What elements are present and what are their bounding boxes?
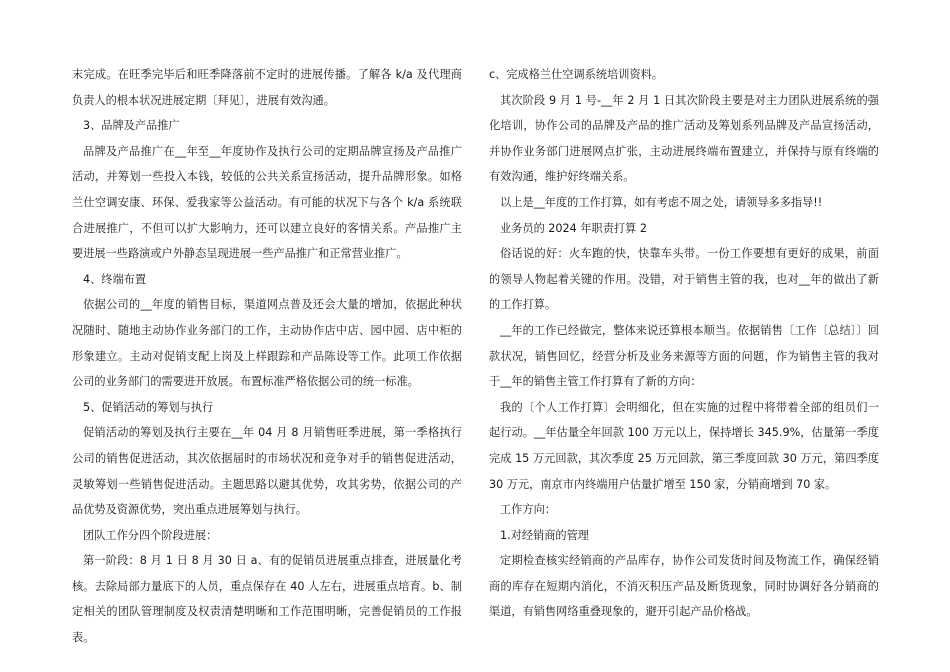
paragraph: __年的工作已经做完，整体来说还算根本顺当。依据销售〔工作〔总结〕〕回款状况，销售回忆，经营分析及业务来源等方面的问题，作为销售主管的我对于__年的销售主管工作打算有了新的方向： bbox=[489, 323, 879, 389]
section-heading: 3、品牌及产品推广 bbox=[83, 119, 180, 133]
paragraph: 依据公司的__年度的销售目标，渠道网点普及还会大量的增加，依据此种状况随时、随地主动协作业务部门的工作，主动协作店中店、园中园、店中柜的形象建立。主动对促销支配上岗及上样跟踪和产品陈设等工作。此项工作依据公司的业务部门的需要进开放展。布置标准严格依据公司的统一标准。 bbox=[72, 298, 462, 389]
paragraph: 以上是__年度的工作打算，如有考虑不周之处，请领导多多指导!! bbox=[500, 195, 823, 209]
section-heading: 4、终端布置 bbox=[83, 272, 147, 286]
section-heading: 工作方向： bbox=[500, 503, 556, 517]
section-title: 业务员的 2024 年职责打算 2 bbox=[500, 221, 647, 235]
paragraph: 品牌及产品推广在__年至__年度协作及执行公司的定期品牌宣扬及产品推广活动，并筹划一些投入本钱，较低的公共关系宣扬活动，提升品牌形象。如格兰仕空调安康、环保、爱我家等公益活动。有可能的状况下与各个 k/a 系统联合进展推广，不但可以扩大影响力，还可以建立良好的客情关系。产品推广主要进展一些路演或户外静态呈现进展一些产品推广和正常营业推广。 bbox=[72, 144, 462, 261]
paragraph: 其次阶段 9 月 1 号-__年 2 月 1 日其次阶段主要是对主力团队进展系统的强化培训，协作公司的品牌及产品的推广活动及筹划系列品牌及产品宣扬活动，并协作业务部门进展网点扩张，主动进展终端布置建立，并保持与原有终端的有效沟通，维护好终端关系。 bbox=[489, 93, 879, 184]
paragraph: 定期检查核实经销商的产品库存，协作公司发货时间及物流工作，确保经销商的库存在短期内消化，不消灭积压产品及断货现象，同时协调好各分销商的渠道，有销售网络重叠现象的，避开引起产品价格战。 bbox=[489, 554, 879, 619]
paragraph: 末完成。在旺季完毕后和旺季降落前不定时的进展传播。了解各 k/a 及代理商负责人的根本状况进展定期〔拜见〕，进展有效沟通。 bbox=[72, 68, 462, 107]
paragraph: 第一阶段：8 月 1 日 8 月 30 日 a、有的促销员进展重点排查，进展量化考核。去除局部力量底下的人员，重点保存在 40 人左右，进展重点培育。b、制定相关的团队管理制度及权责清楚明晰和工作范围明晰，完善促销员的工作报表。 bbox=[72, 554, 462, 645]
paragraph: c、完成格兰仕空调系统培训资料。 bbox=[489, 68, 663, 81]
paragraph: 俗话说的好：火车跑的快，快靠车头带。一份工作要想有更好的成果，前面的领导人物起着关键的作用。没错，对于销售主管的我，也对__年的做出了新的工作打算。 bbox=[489, 247, 879, 312]
left-column bbox=[72, 62, 462, 651]
paragraph: 团队工作分四个阶段进展： bbox=[83, 528, 218, 542]
right-column bbox=[489, 62, 879, 625]
section-heading: 5、促销活动的筹划与执行 bbox=[83, 400, 214, 414]
paragraph: 促销活动的筹划及执行主要在__年 04 月 8 月销售旺季进展，第一季格执行公司的销售促进活动，其次依据届时的市场状况和竞争对手的销售促进活动，灵敏筹划一些销售促进活动。主题思路以避其优势，攻其劣势，依据公司的产品优势及资源优势，突出重点进展筹划与执行。 bbox=[72, 426, 462, 517]
section-heading: 1.对经销商的管理 bbox=[500, 528, 589, 542]
paragraph: 我的〔个人工作打算〕会明细化，但在实施的过程中将带着全部的组员们一起行动。__年估量全年回款 100 万元以上，保持增长 345.9%，估量第一季度完成 15 万元回款，其次季度 25 万元回款，第三季度回款 30 万元，第四季度 30 万元，南京市内终端用户估量扩增至 150 家，分销商增到 70 家。 bbox=[489, 400, 879, 491]
